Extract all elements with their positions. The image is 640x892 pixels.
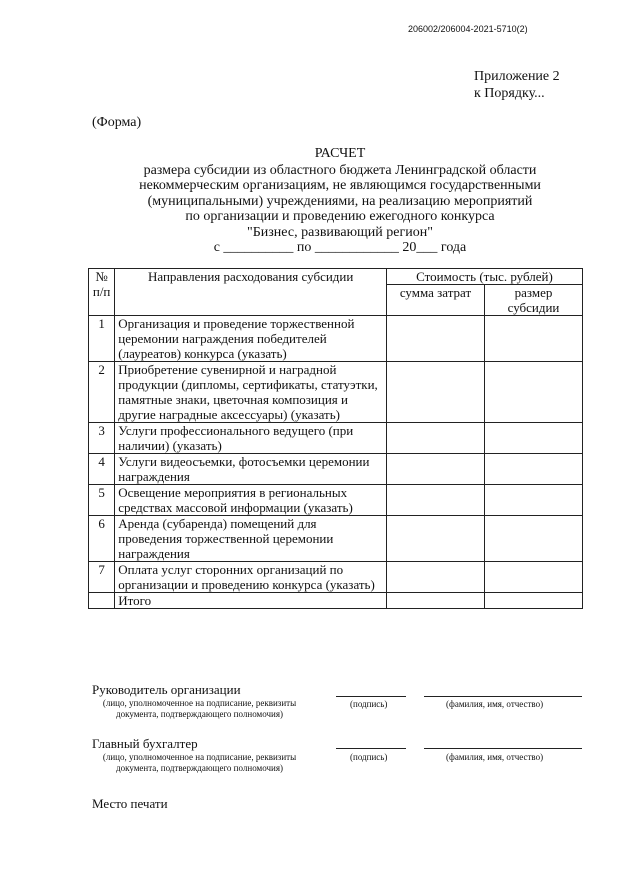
row-text: Оплата услуг сторонних организаций по организации и проведению конкурса (указать) xyxy=(115,562,387,593)
head-role: Руководитель организации xyxy=(92,682,241,697)
head-sign-caption: (подпись) xyxy=(350,699,388,709)
row-text: Приобретение сувенирной и наградной продукции (дипломы, сертификаты, статуэтки, памятные знаки, цветочная композиция и другие наградные аксессуары) (указать) xyxy=(115,362,387,423)
row-subsidy-cell[interactable] xyxy=(485,423,583,454)
row-subsidy-cell[interactable] xyxy=(485,516,583,562)
header-cost: Стоимость (тыс. рублей) xyxy=(387,269,583,285)
table-row xyxy=(89,362,583,423)
seal-place: Место печати xyxy=(92,796,168,811)
row-number: 5 xyxy=(89,485,115,516)
head-signature-line[interactable] xyxy=(336,696,406,697)
table-row xyxy=(89,423,583,454)
appendix-line-1: Приложение 2 xyxy=(474,69,560,84)
row-number: 7 xyxy=(89,562,115,593)
table-row xyxy=(89,562,583,593)
document-id: 206002/206004-2021-5710(2) xyxy=(408,24,528,34)
appendix-line-2: к Порядку... xyxy=(474,86,545,101)
title-line: "Бизнес, развивающий регион" xyxy=(247,224,433,240)
title-line: размера субсидии из областного бюджета Ленинградской области xyxy=(143,162,537,178)
row-number: 3 xyxy=(89,423,115,454)
row-number: 1 xyxy=(89,316,115,362)
head-name-line[interactable] xyxy=(424,696,582,697)
row-sum-cell[interactable] xyxy=(387,485,485,516)
head-authority-note: (лицо, уполномоченное на подписание, реквизиты документа, подтверждающего полномочия) xyxy=(102,698,297,719)
row-text: Услуги видеосъемки, фотосъемки церемонии награждения xyxy=(115,454,387,485)
row-text: Организация и проведение торжественной церемонии награждения победителей (лауреатов) конкурса (указать) xyxy=(115,316,387,362)
row-text: Услуги профессионального ведущего (при наличии) (указать) xyxy=(115,423,387,454)
row-sum-cell[interactable] xyxy=(387,316,485,362)
row-text: Аренда (субаренда) помещений для проведения торжественной церемонии награждения xyxy=(115,516,387,562)
row-sum-cell[interactable] xyxy=(387,516,485,562)
title-period: с __________ по ____________ 20___ года xyxy=(213,240,467,255)
table-row xyxy=(89,316,583,362)
row-number: 2 xyxy=(89,362,115,423)
row-subsidy-cell[interactable] xyxy=(485,485,583,516)
table-row xyxy=(89,516,583,562)
accountant-authority-note: (лицо, уполномоченное на подписание, реквизиты документа, подтверждающего полномочия) xyxy=(102,752,297,773)
appendix-reference xyxy=(474,68,560,102)
total-subsidy-cell[interactable] xyxy=(485,593,583,609)
header-subsidy-size: размер субсидии xyxy=(485,285,583,316)
table-row xyxy=(89,454,583,485)
row-sum-cell[interactable] xyxy=(387,562,485,593)
row-subsidy-cell[interactable] xyxy=(485,562,583,593)
form-label: (Форма) xyxy=(92,115,142,130)
total-label: Итого xyxy=(115,593,387,609)
row-number: 6 xyxy=(89,516,115,562)
total-sum-cell[interactable] xyxy=(387,593,485,609)
head-name-caption: (фамилия, имя, отчество) xyxy=(446,699,544,709)
table-total-row xyxy=(89,593,583,609)
row-number: 4 xyxy=(89,454,115,485)
row-sum-cell[interactable] xyxy=(387,423,485,454)
row-number xyxy=(89,593,115,609)
head-signature-block xyxy=(92,682,307,720)
accountant-name-line[interactable] xyxy=(424,748,582,749)
title-line: (муниципальными) учреждениями, на реализацию мероприятий xyxy=(147,193,533,209)
accountant-role: Главный бухгалтер xyxy=(92,736,198,751)
header-direction: Направления расходования субсидии xyxy=(115,269,387,316)
subsidy-table xyxy=(88,268,583,609)
row-subsidy-cell[interactable] xyxy=(485,316,583,362)
document-title xyxy=(90,146,590,256)
table-header-row xyxy=(89,269,583,285)
title-line: по организации и проведению ежегодного конкурса xyxy=(185,209,495,224)
title-line: некоммерческим организациям, не являющимся государственными xyxy=(139,178,541,193)
row-subsidy-cell[interactable] xyxy=(485,454,583,485)
row-text: Освещение мероприятия в региональных средствах массовой информации (указать) xyxy=(115,485,387,516)
row-sum-cell[interactable] xyxy=(387,454,485,485)
accountant-signature-line[interactable] xyxy=(336,748,406,749)
table-row xyxy=(89,485,583,516)
accountant-sign-caption: (подпись) xyxy=(350,752,388,762)
accountant-signature-block xyxy=(92,736,307,774)
header-sum: сумма затрат xyxy=(387,285,485,316)
header-number: № п/п xyxy=(89,269,115,316)
row-sum-cell[interactable] xyxy=(387,362,485,423)
row-subsidy-cell[interactable] xyxy=(485,362,583,423)
title-head: РАСЧЕТ xyxy=(314,146,366,161)
accountant-name-caption: (фамилия, имя, отчество) xyxy=(446,752,544,762)
